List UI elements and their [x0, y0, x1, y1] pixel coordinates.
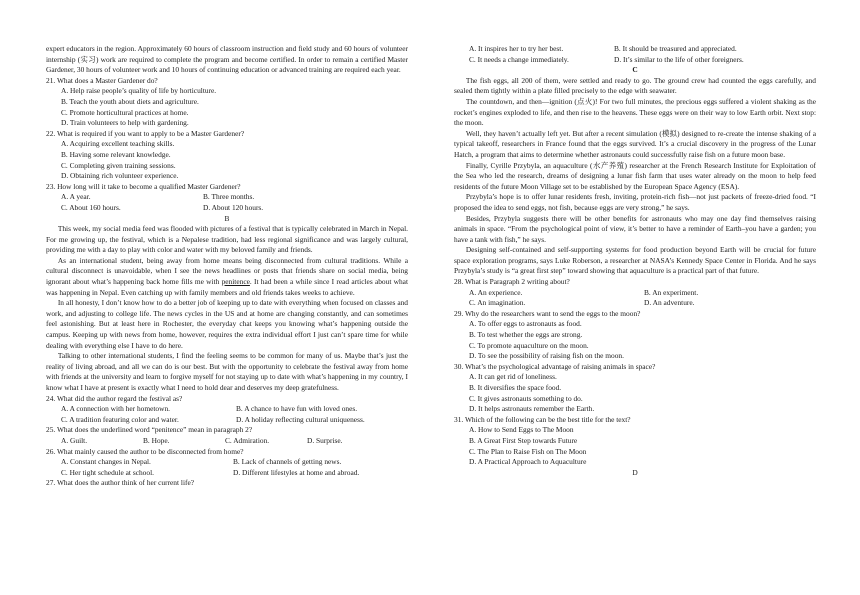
- passage-c-paragraph-3: Well, they haven’t actually left yet. But after a recent simulation (模拟) designed to re-create the intense shaking of a typical takeoff, researchers in France found that the eggs survived. It’s a crucial discovery in the progress of the Lunar Hatch, a program that aims to determine whether astronauts could successfully raise fish on a future moon base.: [454, 128, 816, 159]
- question-stem: 27. What does the author think of her current life?: [46, 478, 195, 488]
- option-d: D. About 120 hours.: [203, 202, 264, 212]
- option-row: [454, 298, 816, 309]
- option-b: B. It should be treasured and appreciated.: [614, 44, 737, 53]
- question-21: [46, 76, 408, 129]
- option-a: A. It can get rid of loneliness.: [469, 372, 557, 382]
- option-c: C. Completing given training sessions.: [61, 160, 176, 170]
- option-a: A. Guilt.: [61, 435, 88, 445]
- passage-c-paragraph-6: Besides, Przybyla suggests there will be other benefits for astronauts who may one day find themselves raising animals in space. “From the psychological point of view, it’s better to have a reminder of Earth–you have a garden; you have a tank with fish,” he says.: [454, 213, 816, 244]
- question-stem: 23. How long will it take to become a qualified Master Gardener?: [46, 181, 241, 191]
- question-stem: 24. What did the author regard the festival as?: [46, 393, 183, 403]
- option-b: B. An experiment.: [644, 287, 699, 297]
- passage-c-paragraph-7: Designing self-contained and self-supporting systems for food production beyond Earth will be crucial for future space exploration programs, says Luke Roberson, a researcher at NASA’s Kennedy Space Center in Florida. And he says Przybyla’s study is “a great first step” toward showing that aquaculture is a practical part of that future.: [454, 245, 816, 276]
- option-a: A. It inspires her to try her best.: [469, 44, 564, 53]
- option-row: [454, 55, 816, 66]
- option-row: [46, 468, 408, 479]
- passage-c-paragraph-5: Przybyla’s hope is to offer lunar residents fresh, inviting, protein-rich fish—not just packets of freeze-dried food. “I proposed the idea to send eggs, not fish, because eggs are very strong,” he says.: [454, 192, 816, 212]
- option-c: C. To promote aquaculture on the moon.: [469, 340, 589, 350]
- question-31: [454, 415, 816, 468]
- passage-b-paragraph-3: In all honesty, I don’t know how to do a better job of keeping up to date with everything when focused on classes and work, and adjusting to college life. The news cycles in the US and at home are changing constantly, and can sometimes feel astonishing. But at least here in Rochester, the everyday chat keeps you knowing what’s happening outside the campus. Keeping up with news from home, however, requires the extra individual effort I just can’t spare time for while dealing with everything else I have to do here.: [46, 298, 408, 350]
- question-28: [454, 277, 816, 309]
- right-column: [454, 44, 816, 478]
- option-c: C. An imagination.: [469, 298, 526, 308]
- option-b: B. Having some relevant knowledge.: [61, 149, 171, 159]
- question-stem: 22. What is required if you want to apply to be a Master Gardener?: [46, 128, 245, 138]
- passage-a-closing-paragraph: expert educators in the region. Approximately 60 hours of classroom instruction and field study and 60 hours of volunteer internship (实习) work are required to complete the program and become certified. In order to remain a certified Master Gardener, 30 hours of volunteer work and 10 hours of continuing education or advanced training are required each year.: [46, 44, 408, 75]
- passage-b-paragraph-4: Talking to other international students, I find the feeling seems to be common for many of us. Maybe that’s just the reality of living abroad, and all we can do is our best. But with the opportunity to celebrate the festival away from home with friends at the university and learn to forgive myself for not staying up to date with what’s happening in my country, I know what I have at present is exactly what I need to hold dear and deserves my deep gratefulness.: [46, 351, 408, 392]
- option-a: A. Help raise people’s quality of life by horticulture.: [61, 86, 217, 96]
- option-a: A. To offer eggs to astronauts as food.: [469, 319, 582, 329]
- option-a: A. A connection with her hometown.: [61, 404, 170, 414]
- option-row: [454, 44, 816, 55]
- option-c: C. Promote horticultural practices at home.: [61, 107, 189, 117]
- section-c-heading: C: [632, 65, 638, 75]
- option-row: [46, 203, 408, 214]
- option-c: C. It needs a change immediately.: [469, 54, 569, 64]
- option-row: [46, 415, 408, 426]
- option-row: [46, 457, 408, 468]
- option-c: C. It gives astronauts something to do.: [469, 393, 583, 403]
- option-d: D. Obtaining rich volunteer experience.: [61, 171, 179, 181]
- option-c: C. A tradition featuring color and water.: [61, 414, 179, 424]
- question-30: [454, 362, 816, 415]
- question-25: [46, 425, 408, 446]
- question-stem: 29. Why do the researchers want to send the eggs to the moon?: [454, 308, 641, 318]
- question-22: [46, 129, 408, 182]
- question-26: [46, 447, 408, 479]
- option-a: A. An experience.: [469, 287, 523, 297]
- passage-c-paragraph-2: The countdown, and then—ignition (点火)! For two full minutes, the precious eggs suffered a violent shaking as the rocket’s engines exploded to life, and then rise to the heavens. These eggs were on their way to low Earth orbit. Next stop: the moon.: [454, 96, 816, 128]
- question-stem: 28. What is Paragraph 2 writing about?: [454, 277, 570, 287]
- option-d: D. Surprise.: [307, 435, 343, 445]
- option-d: D. To see the possibility of raising fish on the moon.: [469, 351, 624, 361]
- section-b-heading: B: [224, 213, 230, 223]
- question-stem: 25. What does the underlined word “penitence” mean in paragraph 2?: [46, 425, 253, 435]
- option-b: B. It diversifies the space food.: [469, 383, 562, 392]
- section-d-heading: D: [632, 467, 638, 477]
- option-b: B. Teach the youth about diets and agriculture.: [61, 96, 199, 106]
- option-a: A. How to Send Eggs to The Moon: [469, 425, 574, 435]
- option-c: C. About 160 hours.: [61, 202, 121, 212]
- passage-b-paragraph-1: This week, my social media feed was flooded with pictures of a festival that is typically celebrated in March in Nepal. For me growing up, the festival, which is a Nepalese tradition, had less regional significance and was largely cultural, providing me with a day to play with color and water with my beloved family and friends.: [46, 224, 408, 255]
- question-27-options: [454, 44, 816, 65]
- option-c: C. Admiration.: [225, 435, 270, 445]
- question-stem: 31. Which of the following can be the best title for the text?: [454, 414, 631, 424]
- question-stem: 21. What does a Master Gardener do?: [46, 75, 158, 85]
- option-row: [46, 404, 408, 415]
- question-27: [46, 478, 408, 489]
- option-b: B. To test whether the eggs are strong.: [469, 330, 583, 340]
- passage-b-paragraph-2: [46, 256, 408, 298]
- option-b: B. A chance to have fun with loved ones.: [236, 404, 358, 414]
- option-d: D. Different lifestyles at home and abroad.: [233, 467, 360, 477]
- question-stem: 30. What’s the psychological advantage of raising animals in space?: [454, 361, 656, 371]
- option-b: B. A Great First Step towards Future: [469, 435, 578, 445]
- left-column: [46, 44, 408, 489]
- option-d: D. It helps astronauts remember the Earth.: [469, 404, 595, 414]
- option-c: C. Her tight schedule at school.: [61, 467, 154, 477]
- option-d: D. Train volunteers to help with gardening.: [61, 118, 189, 128]
- question-24: [46, 394, 408, 426]
- option-d: D. A Practical Approach to Aquaculture: [469, 457, 587, 467]
- option-b: B. Three months.: [203, 192, 255, 202]
- question-29: [454, 309, 816, 362]
- option-d: D. An adventure.: [644, 298, 695, 308]
- option-row: [454, 288, 816, 299]
- option-a: A. Acquiring excellent teaching skills.: [61, 139, 175, 149]
- option-row: [46, 436, 408, 447]
- option-b: B. Hope.: [143, 435, 170, 445]
- question-23: [46, 182, 408, 214]
- option-d: D. A holiday reflecting cultural uniqueness.: [236, 414, 365, 424]
- option-d: D. It’s similar to the life of other foreigners.: [614, 54, 744, 64]
- underlined-word: penitence: [221, 277, 250, 287]
- option-b: B. Lack of channels of getting news.: [233, 457, 342, 467]
- question-stem: 26. What mainly caused the author to be disconnected from home?: [46, 446, 244, 456]
- option-row: [46, 192, 408, 203]
- paragraph-text: As an international student, being away from home means being disconnected from cultural traditions. While a cultural disconnect is unavoidable, when I see the news headlines or posts that friends share on social media, being ignorant about what’s happening back home fills me with: [46, 255, 408, 287]
- passage-c-paragraph-4: Finally, Cyrille Przybyla, an aquaculture (水产养殖) researcher at the French Research Institute for Exploitation of the Sea who led the research, dreams of designing a lunar fish farm that uses water already on the moon to help feed residents of the future Moon Village set to be established by the European Space Agency (ESA).: [454, 160, 816, 191]
- option-a: A. Constant changes in Nepal.: [61, 457, 151, 467]
- passage-c-paragraph-1: The fish eggs, all 200 of them, were settled and ready to go. The ground crew had counted the eggs carefully, and sealed them tightly within a plate filled precisely to the edge with seawater.: [454, 75, 816, 96]
- paragraph-text: . It had been a while since I read articles about what was happening in Nepal. Even catching up with family members and old friends takes weeks to achieve.: [46, 277, 409, 297]
- option-c: C. The Plan to Raise Fish on The Moon: [469, 446, 587, 456]
- option-a: A. A year.: [61, 192, 91, 202]
